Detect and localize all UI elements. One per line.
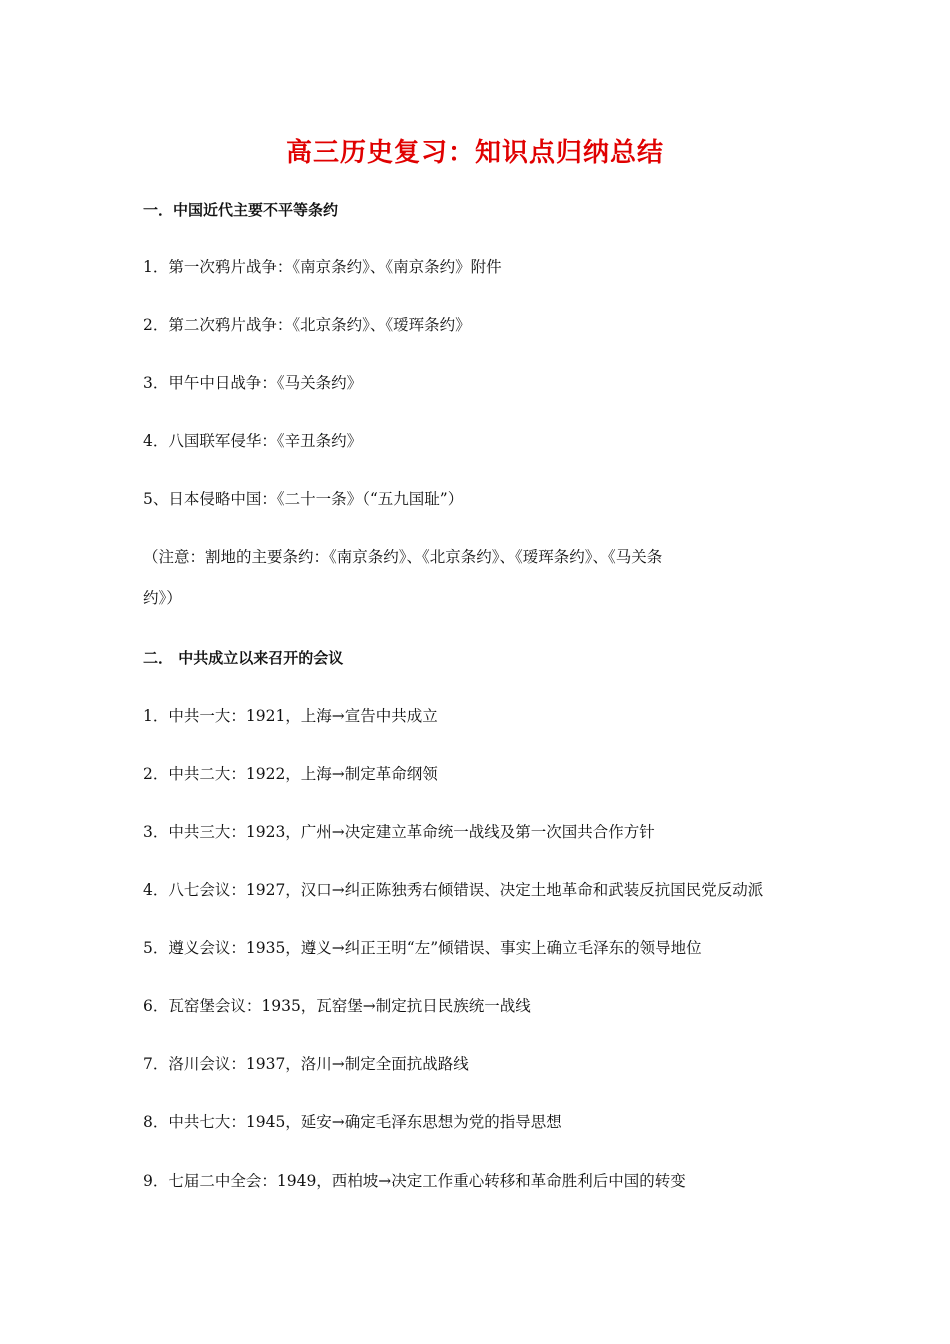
document-title: 高三历史复习：知识点归纳总结	[285, 138, 664, 168]
list-item: 4．八七会议：1927，汉口→纠正陈独秀右倾错误、决定土地革命和武装反抗国民党反动派	[143, 881, 764, 899]
list-item: 4．八国联军侵华：《辛丑条约》	[143, 432, 363, 450]
list-item: 2．中共二大：1922，上海→制定革命纲领	[143, 765, 438, 783]
note-line: （注意：割地的主要条约：《南京条约》、《北京条约》、《瑷珲条约》、《马关条	[143, 548, 663, 566]
list-item: 3．中共三大：1923，广州→决定建立革命统一战线及第一次国共合作方针	[143, 823, 655, 841]
section-heading-treaties: 一．中国近代主要不平等条约	[143, 201, 339, 219]
list-item: 2．第二次鸦片战争：《北京条约》、《瑷珲条约》	[143, 316, 471, 334]
list-item: 1．第一次鸦片战争：《南京条约》、《南京条约》附件	[143, 258, 502, 276]
list-item: 5、日本侵略中国：《二十一条》（“五九国耻”）	[143, 490, 464, 508]
note-line: 约》）	[143, 589, 182, 607]
list-item: 5．遵义会议：1935，遵义→纠正王明“左”倾错误、事实上确立毛泽东的领导地位	[143, 939, 702, 957]
list-item: 8．中共七大：1945，延安→确定毛泽东思想为党的指导思想	[143, 1113, 562, 1131]
section-heading-meetings: 二． 中共成立以来召开的会议	[143, 649, 344, 667]
list-item: 6．瓦窑堡会议：1935，瓦窑堡→制定抗日民族统一战线	[143, 997, 531, 1015]
list-item: 1．中共一大：1921，上海→宣告中共成立	[143, 707, 438, 725]
list-item: 7．洛川会议：1937，洛川→制定全面抗战路线	[143, 1055, 469, 1073]
list-item: 9．七届二中全会：1949，西柏坡→决定工作重心转移和革命胜利后中国的转变	[143, 1172, 686, 1190]
list-item: 3．甲午中日战争：《马关条约》	[143, 374, 363, 392]
